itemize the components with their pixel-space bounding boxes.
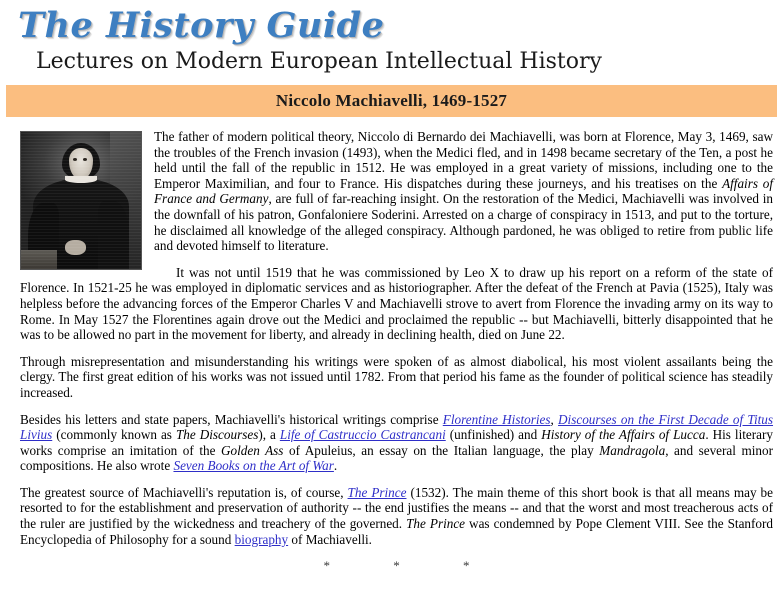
article-body xyxy=(0,117,783,574)
page-title: Niccolo Machiavelli, 1469-1527 xyxy=(275,91,508,110)
p4-italic-mandragola: Mandragola xyxy=(599,442,666,458)
p4-text-e: (unfinished) and xyxy=(445,427,542,443)
paragraph-works xyxy=(20,412,773,474)
p4-text-c: (commonly known as xyxy=(52,427,176,443)
masthead xyxy=(0,0,783,77)
link-the-prince[interactable]: The Prince xyxy=(347,484,407,500)
p4-text-i: . xyxy=(333,458,338,474)
section-divider: * * * xyxy=(323,558,500,574)
link-florentine-histories[interactable]: Florentine Histories xyxy=(442,411,551,427)
p4-text-a: Besides his letters and state papers, Machiavelli's historical writings comprise xyxy=(20,411,443,427)
p4-text-f: . His literary works comprise an imitation of the xyxy=(20,427,773,458)
portrait-right-hand xyxy=(65,240,85,255)
link-biography[interactable]: biography xyxy=(234,531,289,547)
portrait-table xyxy=(21,250,57,269)
p1-text-a: The father of modern political theory, Niccolo di Bernardo dei Machiavelli, was born at Florence, May 3, 1469, saw the troubles of the French invasion (1493), when the Medici fled, and in 1498 became secretary of the Ten, a post he held until the fall of the republic in 1512. He was employed in a great variety of missions, including one to the Emperor Maximilian, and four to France. His dispatches during these journeys, and his treatises on the xyxy=(154,129,773,191)
link-castruccio-castrancani[interactable]: Life of Castruccio Castrancani xyxy=(279,427,446,443)
paragraph-reputation: Through misrepresentation and misunderstanding his writings were spoken of as almost diabolical, his most violent assailants being the clergy. The first great edition of his works was not issued until 1782. From that period his fame as the founder of political science has steadily increased. xyxy=(20,353,773,400)
site-title: The History Guide xyxy=(18,5,385,46)
p4-text-b: , xyxy=(550,411,559,427)
portrait-face xyxy=(69,148,93,178)
page-title-banner xyxy=(6,85,777,117)
p4-text-d: ), a xyxy=(258,427,280,443)
p5-text-d: of Machiavelli. xyxy=(288,531,372,547)
portrait-right-arm xyxy=(98,201,129,270)
p5-italic-the-prince: The Prince xyxy=(406,516,466,532)
machiavelli-portrait-image xyxy=(20,131,142,270)
paragraph-the-prince xyxy=(20,485,773,547)
portrait-collar xyxy=(65,176,96,183)
site-subtitle: Lectures on Modern European Intellectual History xyxy=(36,49,602,74)
p4-text-h: , and several minor compositions. He also wrote xyxy=(20,442,773,474)
p5-text-b: (1532). The main theme of this short book is that all means may be resorted to for the establishment and preservation of authority -- the end justifies the means -- and that the worst and most treacherous acts of the ruler are justified by the wickedness and treachery of the governed. xyxy=(20,484,773,532)
p1-text-b: , are full of far-reaching insight. On the restoration of the Medici, Machiavelli was involved in the downfall of his patron, Gonfaloniere Soderini. Arrested on a charge of conspiracy in 1513, and put to the torture, he disclaimed all knowledge of the alleged conspiracy. Although pardoned, he was obliged to retire from public life and devoted himself to literature. xyxy=(154,191,773,254)
p1-italic-affairs: Affairs of France and Germany xyxy=(154,175,773,207)
p4-italic-lucca: History of the Affairs of Lucca xyxy=(541,427,706,443)
p4-italic-golden-ass: Golden Ass xyxy=(220,442,284,458)
p5-text-c: was condemned by Pope Clement VIII. See the Stanford Encyclopedia of Philosophy for a sound xyxy=(20,516,773,547)
link-art-of-war[interactable]: Seven Books on the Art of War xyxy=(173,458,334,474)
link-discourses-titus-livius[interactable]: Discourses on the First Decade of Titus Livius xyxy=(20,411,774,443)
p4-text-g: of Apuleius, an essay on the Italian language, the play xyxy=(283,442,600,458)
paragraph-biography-late: It was not until 1519 that he was commissioned by Leo X to draw up his report on a reform of the state of Florence. In 1521-25 he was employed in diplomatic services and as historiographer. After the defeat of the French at Pavia (1525), Italy was helpless before the advancing forces of the Emperor Charles V and Machiavelli strove to avert from Florence the invading army on its way to Rome. In May 1527 the Florentines again drove out the Medici and proclaimed the republic -- but Machiavelli, bitterly disappointed that he was to be allowed no part in the movement for liberty, and already in declining health, died on June 22. xyxy=(20,264,773,343)
p5-text-a: The greatest source of Machiavelli's reputation is, of course, xyxy=(20,484,348,500)
p4-italic-discourses: The Discourses xyxy=(175,427,259,443)
